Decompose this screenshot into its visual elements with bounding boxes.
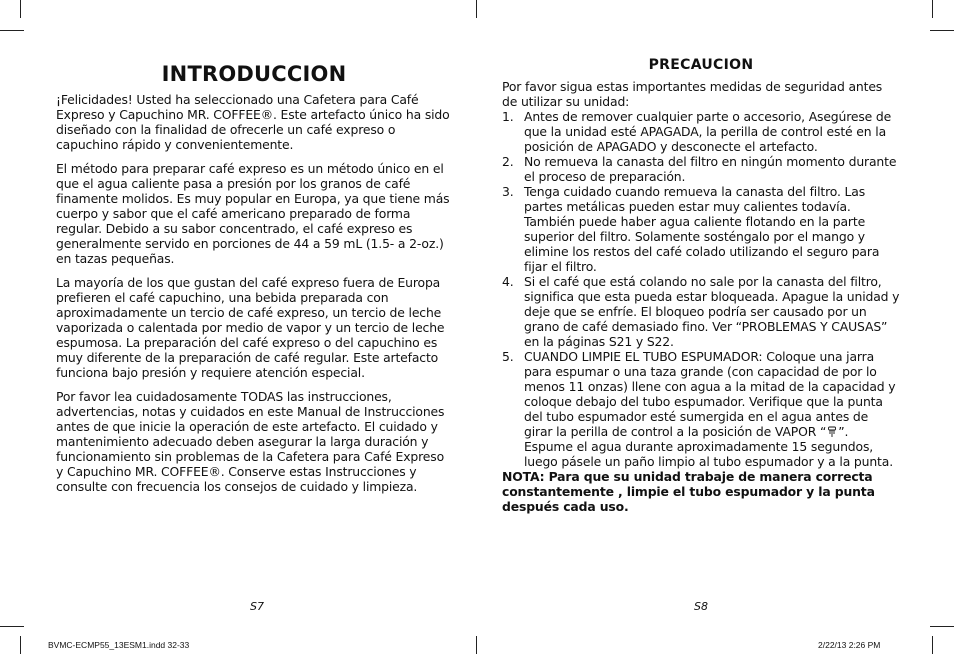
crop-mark [476, 636, 477, 654]
step-text: Si el café que está colando no sale por la canasta del filtro, significa que esta pueda estar bloqueada. Apague la unidad y deje que se enfríe. El bloqueo podría ser causado por un grano de café demasiado fino. Ver “PROBLEMAS Y CAUSAS” en la páginas S21 y S22. [524, 274, 900, 349]
intro-paragraph: El método para preparar café expreso es un método único en el que el agua caliente pasa a presión por los granos de café finamente molidos. Es muy popular en Europa, ya que tiene más cuerpo y sabor que el café americano preparado de forma regular. Debido a su sabor concentrado, el café expreso es generalmente servido en porciones de 44 a 59 mL (1.5- a 2-oz.) en tazas pequeñas. [56, 161, 450, 266]
list-item [502, 274, 900, 349]
intro-paragraph: La mayoría de los que gustan del café expreso fuera de Europa prefieren el café capuchino, una bebida preparada con aproximadamente un tercio de café expreso, un tercio de leche vaporizada o calentada por medio de vapor y un tercio de leche espumosa. La preparación del café expreso o del capuchino es muy diferente de la preparación de café regular. Este artefacto funciona bajo presión y requiere atención especial. [56, 275, 445, 380]
date-slug: 2/22/13 2:26 PM [818, 640, 881, 650]
intro-body [56, 92, 452, 503]
list-item [502, 109, 900, 154]
list-item [502, 184, 900, 274]
crop-mark [930, 626, 954, 627]
crop-mark [932, 0, 933, 18]
list-item [502, 154, 900, 184]
page-title: INTRODUCCION [161, 62, 347, 86]
crop-mark [476, 0, 477, 18]
crop-mark [930, 30, 954, 31]
step-text: Antes de remover cualquier parte o accesorio, Asegúrese de que la unidad esté APAGADA, la perilla de control esté en la posición de APAGADO y desconecte el artefacto. [524, 109, 892, 154]
precaution-intro: Por favor sigua estas importantes medidas de seguridad antes de utilizar su unidad: [502, 79, 883, 109]
page-number: S8 [694, 600, 708, 613]
step-text: CUANDO LIMPIE EL TUBO ESPUMADOR: Coloque una jarra para espumar o una taza grande (con capacidad de por lo menos 11 onzas) llene con agua a la mitad de la capacidad y coloque debajo del tubo espumador. Verifique que la punta del tubo espumador esté sumergida en el agua antes de girar la perilla de control a la posición de VAPOR “ [524, 349, 896, 439]
crop-mark [0, 626, 24, 627]
step-number: 3. [502, 184, 514, 199]
precaution-body [502, 79, 900, 514]
step-text: ”. Espume el agua durante aproximadamente 15 segundos, luego pásele un paño limpio al tubo espumador y a la punta. [524, 424, 893, 469]
step-text: No remueva la canasta del filtro en ningún momento durante el proceso de preparación. [524, 154, 897, 184]
step-number: 2. [502, 154, 514, 169]
crop-mark [932, 636, 933, 654]
precaution-steps [502, 109, 900, 469]
page-number: S7 [250, 600, 264, 613]
step-number: 4. [502, 274, 514, 289]
crop-mark [0, 30, 24, 31]
section-title: PRECAUCION [648, 57, 754, 73]
intro-paragraph: Por favor lea cuidadosamente TODAS las instrucciones, advertencias, notas y cuidados en este Manual de Instrucciones antes de que inicie la operación de este artefacto. El cuidado y mantenimiento adecuado deben asegurar la larga duración y funcionamiento sin problemas de la Cafetera para Café Expreso y Capuchino MR. COFFEE®. Conserve estas Instrucciones y consulte con frecuencia los consejos de cuidado y limpieza. [56, 389, 445, 494]
step-number: 1. [502, 109, 514, 124]
intro-paragraph: ¡Felicidades! Usted ha seleccionado una Cafetera para Café Expreso y Capuchino MR. COFFEE®. Este artefacto único ha sido diseñado con la finalidad de ofrecerle un café expreso o capuchino rápido y convenientemente. [56, 92, 450, 152]
crop-mark [20, 0, 21, 18]
note-text: NOTA: Para que su unidad trabaje de manera correcta constantemente , limpie el tubo espumador y la punta después cada uso. [502, 469, 875, 514]
file-slug: BVMC-ECMP55_13ESM1.indd 32-33 [48, 640, 190, 650]
list-item [502, 349, 900, 469]
step-text: Tenga cuidado cuando remueva la canasta del filtro. Las partes metálicas pueden estar muy calientes todavía. También puede haber agua caliente flotando en la parte superior del filtro. Solamente sosténgalo por el mango y elimine los restos del café colado utilizando el seguro para fijar el filtro. [524, 184, 880, 274]
step-number: 5. [502, 349, 514, 364]
steam-icon [826, 426, 838, 438]
crop-mark [20, 636, 21, 654]
